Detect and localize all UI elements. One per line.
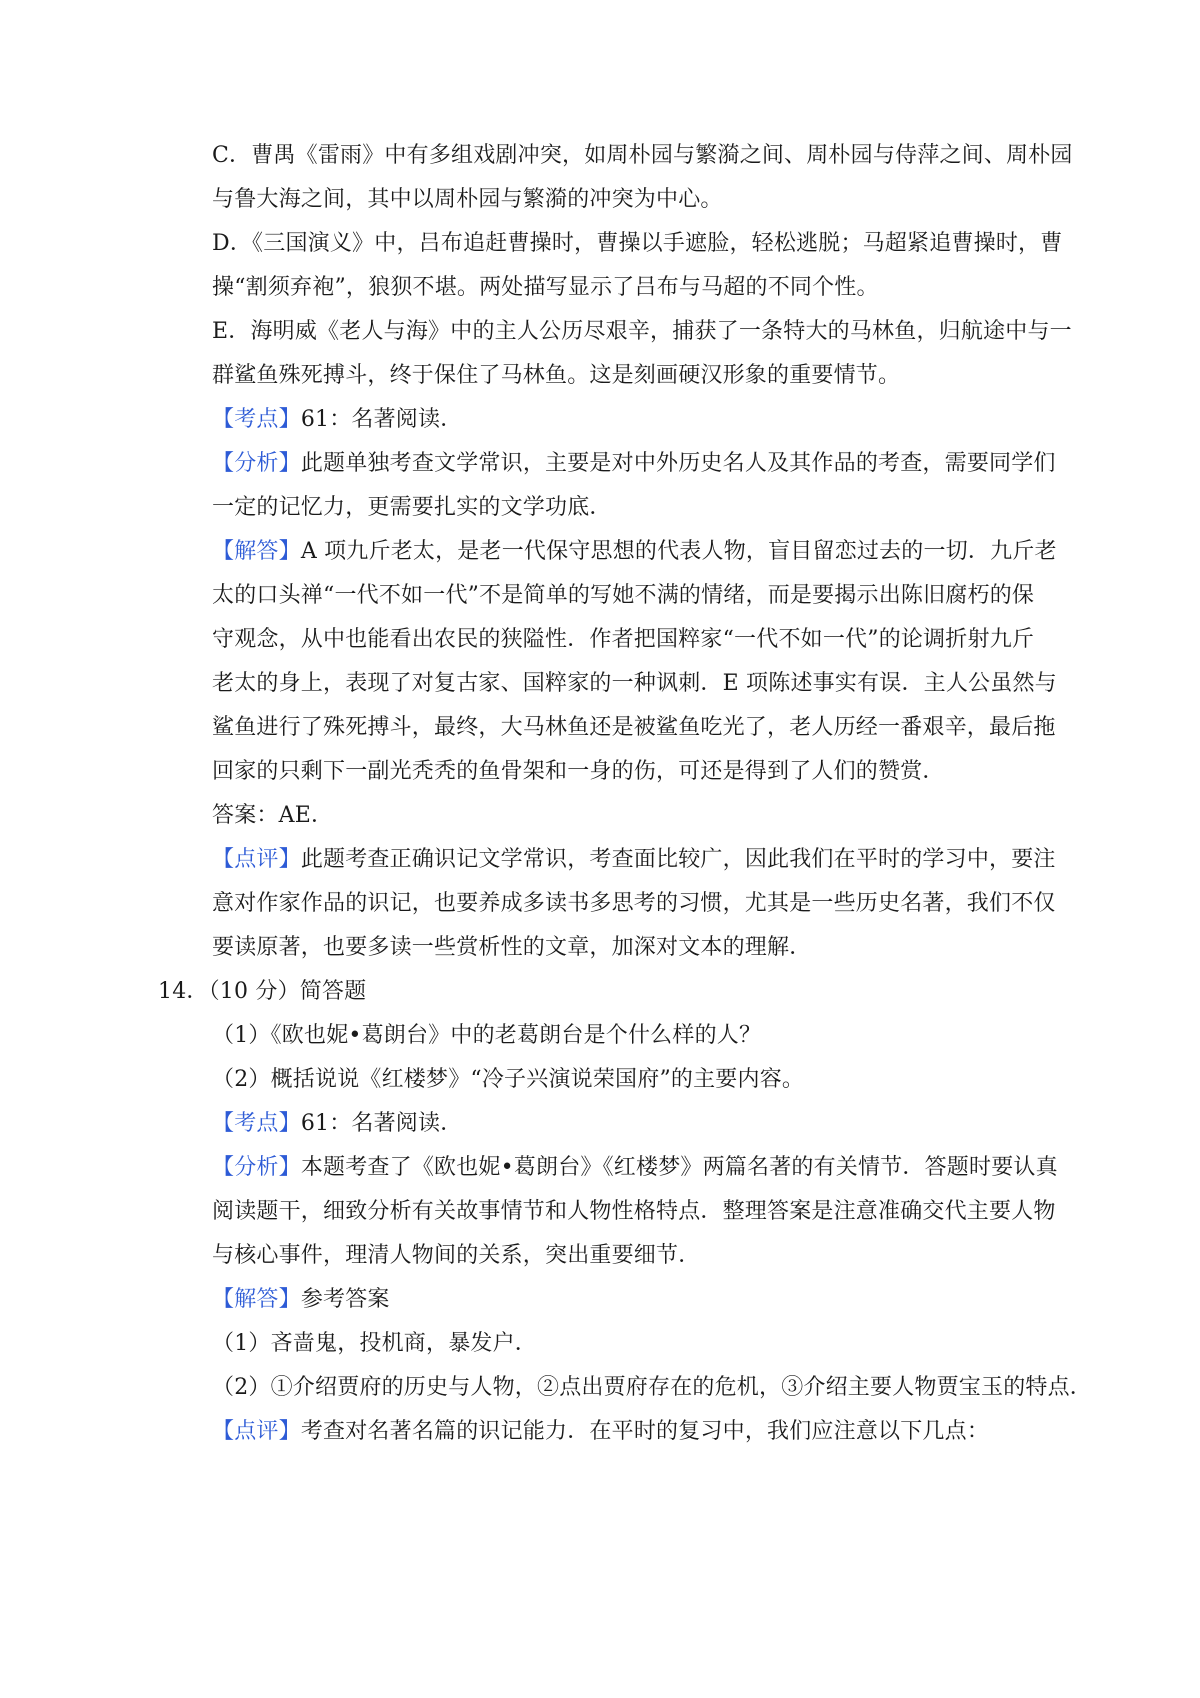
q14-dianping xyxy=(212,1417,989,1447)
q13-dianping-line-3: 要读原著，也要多读一些赏析性的文章，加深对文本的理解． xyxy=(212,935,812,960)
jieda-tag: 【解答】 xyxy=(212,1287,301,1312)
jieda-tag: 【解答】 xyxy=(212,539,301,564)
q14-answer-1: （1）吝啬鬼，投机商，暴发户． xyxy=(212,1331,537,1356)
option-d-line-2: 操“割须弃袍”，狼狈不堪。两处描写显示了吕布与马超的不同个性。 xyxy=(212,275,879,300)
q14-fenxi-line-3: 与核心事件，理清人物间的关系，突出重要细节． xyxy=(212,1243,701,1268)
q14-fenxi-line-2: 阅读题干，细致分析有关故事情节和人物性格特点．整理答案是注意准确交代主要人物 xyxy=(212,1199,1056,1224)
q13-jieda-line-2: 太的口头禅“一代不如一代”不是简单的写她不满的情绪，而是要揭示出陈旧腐朽的保 xyxy=(212,583,1035,608)
q13-dianping-line-2: 意对作家作品的识记，也要养成多读书多思考的习惯，尤其是一些历史名著，我们不仅 xyxy=(212,891,1056,916)
option-d-line-1: D．《三国演义》中，吕布追赶曹操时，曹操以手遮脸，轻松逃脱；马超紧追曹操时，曹 xyxy=(212,231,1063,256)
q14-sub-1: （1）《欧也妮•葛朗台》中的老葛朗台是个什么样的人？ xyxy=(212,1023,762,1048)
jieda-text: A 项九斤老太，是老一代保守思想的代表人物，盲目留恋过去的一切．九斤老 xyxy=(300,539,1057,564)
fenxi-tag: 【分析】 xyxy=(212,1155,301,1180)
option-e-line-2: 群鲨鱼殊死搏斗，终于保住了马林鱼。这是刻画硬汉形象的重要情节。 xyxy=(212,363,901,388)
option-c-line-2: 与鲁大海之间，其中以周朴园与繁漪的冲突为中心。 xyxy=(212,187,723,212)
q13-fenxi-line-1 xyxy=(212,449,1056,479)
q13-jieda-line-1 xyxy=(212,537,1057,567)
q13-kaodian xyxy=(212,405,462,435)
jieda-text: 参考答案 xyxy=(300,1287,390,1312)
fenxi-text: 本题考查了《欧也妮•葛朗台》《红楼梦》两篇名著的有关情节．答题时要认真 xyxy=(300,1155,1058,1180)
q13-jieda-line-3: 守观念，从中也能看出农民的狭隘性．作者把国粹家“一代不如一代”的论调折射九斤 xyxy=(212,627,1035,652)
q13-fenxi-line-2: 一定的记忆力，更需要扎实的文学功底． xyxy=(212,495,612,520)
q14-fenxi-line-1 xyxy=(212,1153,1058,1183)
kaodian-text: 61：名著阅读． xyxy=(300,1111,463,1136)
q13-answer: 答案：AE． xyxy=(212,803,334,828)
q14-heading: 14．（10 分）简答题 xyxy=(158,979,367,1004)
q14-jieda xyxy=(212,1285,390,1315)
option-e-line-1: E．海明威《老人与海》中的主人公历尽艰辛，捕获了一条特大的马林鱼，归航途中与一 xyxy=(212,319,1072,344)
kaodian-tag: 【考点】 xyxy=(212,407,301,432)
kaodian-text: 61：名著阅读． xyxy=(300,407,463,432)
dianping-tag: 【点评】 xyxy=(212,1419,301,1444)
q13-dianping-line-1 xyxy=(212,845,1056,875)
dianping-text: 考查对名著名篇的识记能力．在平时的复习中，我们应注意以下几点： xyxy=(300,1419,990,1444)
kaodian-tag: 【考点】 xyxy=(212,1111,301,1136)
q13-jieda-line-4: 老太的身上，表现了对复古家、国粹家的一种讽刺．E 项陈述事实有误．主人公虽然与 xyxy=(212,671,1057,696)
q14-answer-2: （2）①介绍贾府的历史与人物，②点出贾府存在的危机，③介绍主要人物贾宝玉的特点． xyxy=(212,1375,1092,1400)
dianping-tag: 【点评】 xyxy=(212,847,301,872)
option-c-line-1: C．曹禺《雷雨》中有多组戏剧冲突，如周朴园与繁漪之间、周朴园与侍萍之间、周朴园 xyxy=(212,143,1073,168)
fenxi-text: 此题单独考查文学常识，主要是对中外历史名人及其作品的考查，需要同学们 xyxy=(300,451,1056,476)
q13-jieda-line-5: 鲨鱼进行了殊死搏斗，最终，大马林鱼还是被鲨鱼吃光了，老人历经一番艰辛，最后拖 xyxy=(212,715,1056,740)
fenxi-tag: 【分析】 xyxy=(212,451,301,476)
q13-jieda-line-6: 回家的只剩下一副光秃秃的鱼骨架和一身的伤，可还是得到了人们的赞赏． xyxy=(212,759,945,784)
q14-kaodian xyxy=(212,1109,462,1139)
dianping-text: 此题考查正确识记文学常识，考查面比较广，因此我们在平时的学习中，要注 xyxy=(300,847,1056,872)
q14-sub-2: （2）概括说说《红楼梦》“冷子兴演说荣国府”的主要内容。 xyxy=(212,1067,805,1092)
